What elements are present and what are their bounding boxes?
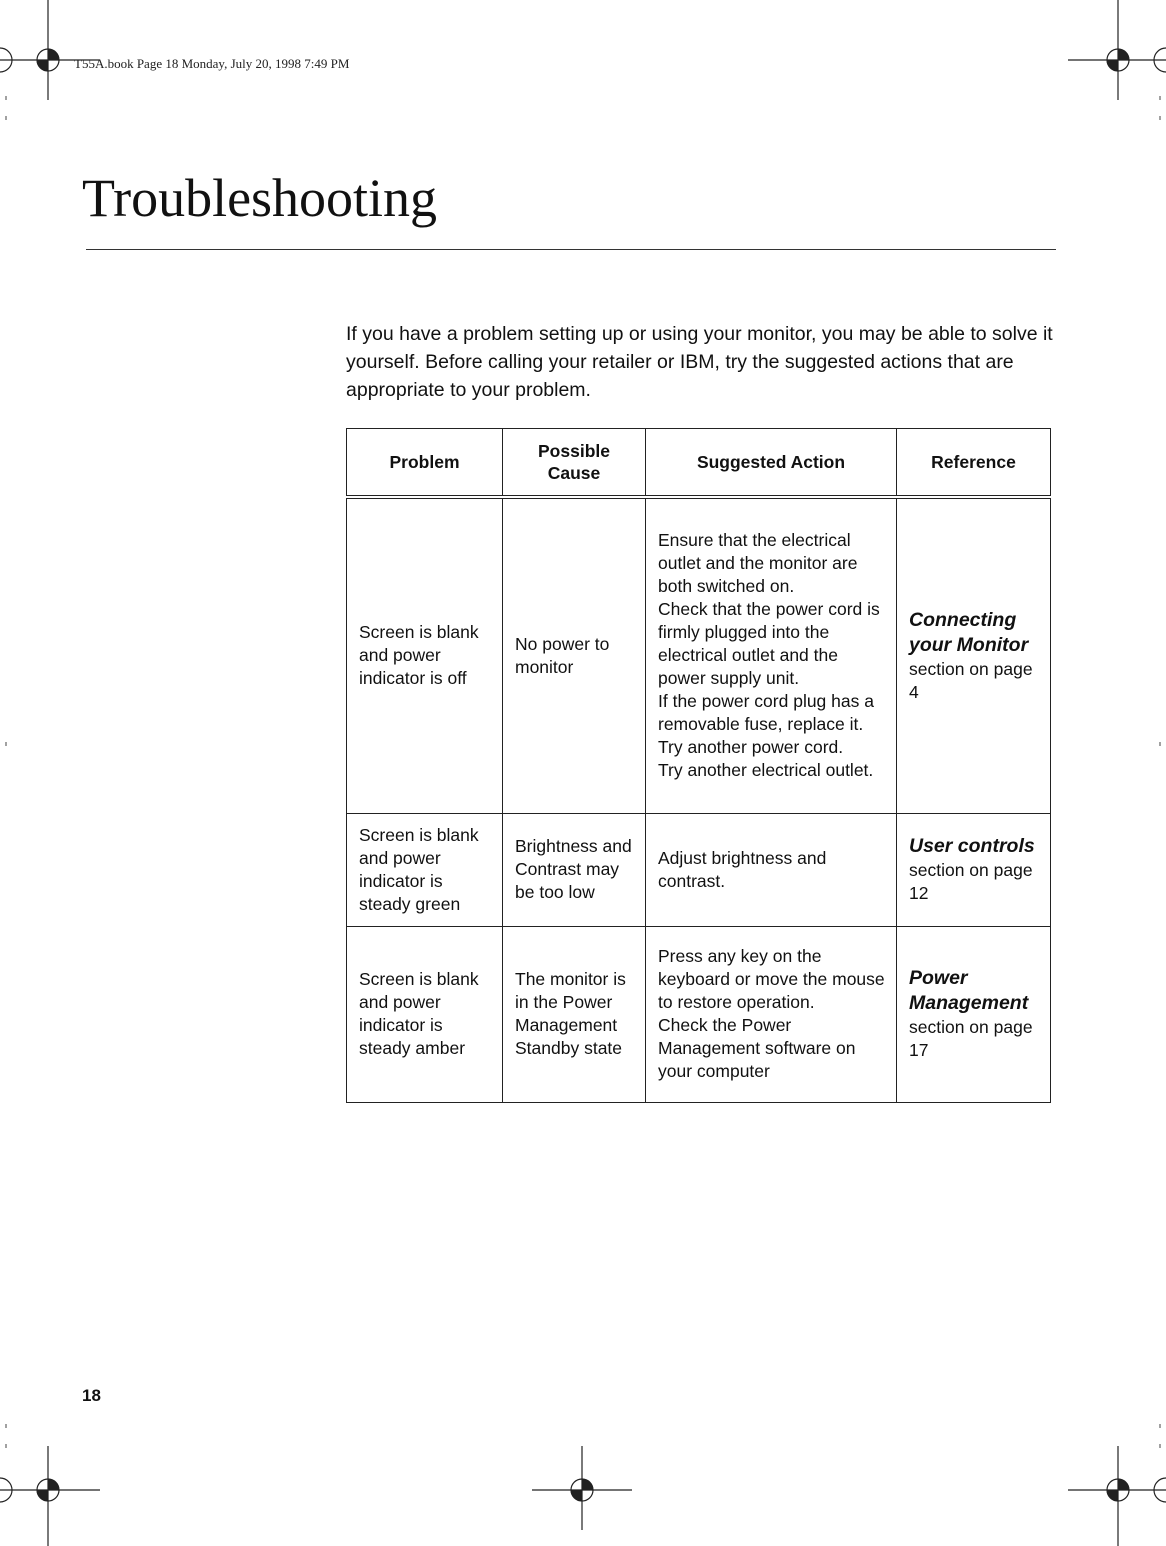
troubleshooting-table — [346, 428, 1051, 1103]
reference-text: section on page 4 — [909, 658, 1033, 702]
header-possible-cause: Possible Cause — [503, 429, 646, 498]
action-cell — [646, 926, 897, 1102]
header-reference: Reference — [897, 429, 1051, 498]
table-header-row — [347, 429, 1051, 498]
action-line: Press any key on the keyboard or move the mouse to restore operation. — [658, 946, 885, 1012]
header-problem: Problem — [347, 429, 503, 498]
problem-cell: Screen is blank and power indicator is steady green — [347, 813, 503, 926]
cause-cell: No power to monitor — [503, 497, 646, 813]
action-line: Adjust brightness and contrast. — [658, 847, 827, 891]
action-line: Try another power cord. — [658, 737, 844, 758]
reference-text: section on page 12 — [909, 860, 1033, 903]
reference-title: Power Management — [909, 967, 1029, 1014]
page-title: Troubleshooting — [82, 168, 438, 228]
reference-cell — [897, 497, 1051, 813]
action-line: Check that the power cord is firmly plugged into the electrical outlet and the power supply unit. — [658, 599, 880, 689]
reference-cell — [897, 926, 1051, 1102]
table-row — [347, 813, 1051, 926]
reference-title: Connecting your Monitor — [909, 608, 1029, 656]
action-line: Ensure that the electrical outlet and the monitor are both switched on. — [658, 530, 858, 597]
problem-cell: Screen is blank and power indicator is off — [347, 497, 503, 813]
page-number: 18 — [82, 1386, 101, 1405]
cause-cell: Brightness and Contrast may be too low — [503, 813, 646, 926]
action-cell — [646, 813, 897, 926]
table-row — [347, 497, 1051, 813]
problem-cell: Screen is blank and power indicator is steady amber — [347, 926, 503, 1102]
cause-cell: The monitor is in the Power Management Standby state — [503, 926, 646, 1102]
action-cell — [646, 497, 897, 813]
reference-title: User controls — [909, 835, 1035, 857]
reference-text: section on page 17 — [909, 1017, 1033, 1060]
reference-cell — [897, 813, 1051, 926]
header-slug: T55A.book Page 18 Monday, July 20, 1998 7:49 PM — [74, 56, 350, 71]
intro-paragraph: If you have a problem setting up or using your monitor, you may be able to solve it yourself. Before calling your retailer or IBM, try the suggested actions that are appropriate to your problem. — [346, 323, 1053, 401]
action-line: Try another electrical outlet. — [658, 760, 874, 781]
action-line: Check the Power Management software on your computer — [658, 1015, 856, 1081]
action-line: If the power cord plug has a removable fuse, replace it. — [658, 691, 874, 735]
table-row — [347, 926, 1051, 1102]
title-rule — [86, 249, 1056, 250]
header-suggested-action: Suggested Action — [646, 429, 897, 498]
